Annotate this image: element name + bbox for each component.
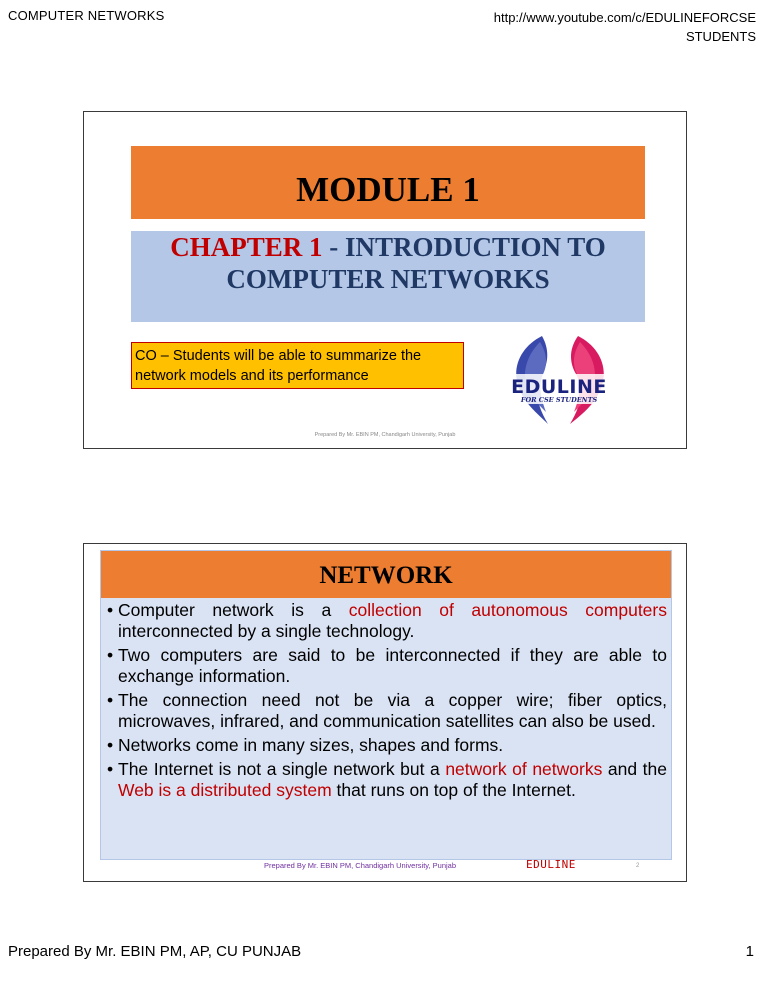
bullet-text: Computer network is a	[118, 600, 349, 620]
module-title: MODULE 1	[296, 169, 480, 209]
bullet-icon: •	[107, 759, 114, 779]
chapter-title: - INTRODUCTION TO COMPUTER NETWORKS	[226, 232, 606, 294]
running-header-title: COMPUTER NETWORKS	[8, 8, 165, 23]
bullet-highlight: collection of autonomous computers	[348, 600, 667, 620]
slide2-title: NETWORK	[101, 551, 671, 598]
slide2-prepared-by: Prepared By Mr. EBIN PM, Chandigarh University, Punjab	[264, 861, 457, 870]
page-number: 1	[745, 943, 754, 960]
slide-1	[83, 111, 687, 449]
chapter-number: CHAPTER 1	[170, 232, 323, 262]
bullet-text: interconnected by a single technology.	[118, 621, 415, 641]
footer-author: Prepared By Mr. EBIN PM, AP, CU PUNJAB	[8, 943, 302, 960]
bullet-highlight: network of networks	[445, 759, 603, 779]
slide-2	[83, 543, 687, 882]
running-header-url	[494, 8, 756, 46]
list-item	[107, 690, 667, 732]
slide-number: 2	[636, 863, 640, 869]
course-outcome-box: CO – Students will be able to summarize the network models and its performance	[131, 342, 464, 389]
bullet-text: The Internet is not a single network but a	[118, 759, 446, 779]
bullet-text: that runs on top of the Internet.	[331, 780, 576, 800]
list-item	[107, 645, 667, 687]
content-panel	[100, 550, 672, 860]
logo-subtext: FOR CSE STUDENTS	[520, 396, 598, 404]
bullet-highlight: Web is a distributed system	[118, 780, 332, 800]
eduline-logo	[504, 334, 614, 430]
list-item	[107, 600, 667, 642]
bullet-icon: •	[107, 645, 114, 665]
header-url-line1: http://www.youtube.com/c/EDULINEFORCSE	[493, 10, 756, 25]
logo-text: EDULINE	[511, 376, 607, 398]
bullet-text: and the	[602, 759, 668, 779]
bullet-icon: •	[107, 600, 114, 620]
bullet-icon: •	[107, 735, 114, 755]
module-banner	[131, 146, 645, 219]
bullet-list	[101, 598, 671, 801]
bullet-text: The connection need not be via a copper wire; fiber optics, microwaves, infrared, and communication satellites can also be used.	[118, 690, 667, 731]
list-item	[107, 735, 667, 756]
bullet-text: Networks come in many sizes, shapes and forms.	[118, 735, 504, 755]
slide1-prepared-by: Prepared By Mr. EBIN PM, Chandigarh University, Punjab	[314, 432, 456, 438]
slide2-brand: EDULINE	[526, 858, 576, 871]
header-url-line2: STUDENTS	[685, 29, 756, 44]
chapter-banner	[131, 231, 645, 322]
bullet-text: Two computers are said to be interconnected if they are able to exchange information.	[118, 645, 667, 686]
list-item	[107, 759, 667, 801]
bullet-icon: •	[107, 690, 114, 710]
